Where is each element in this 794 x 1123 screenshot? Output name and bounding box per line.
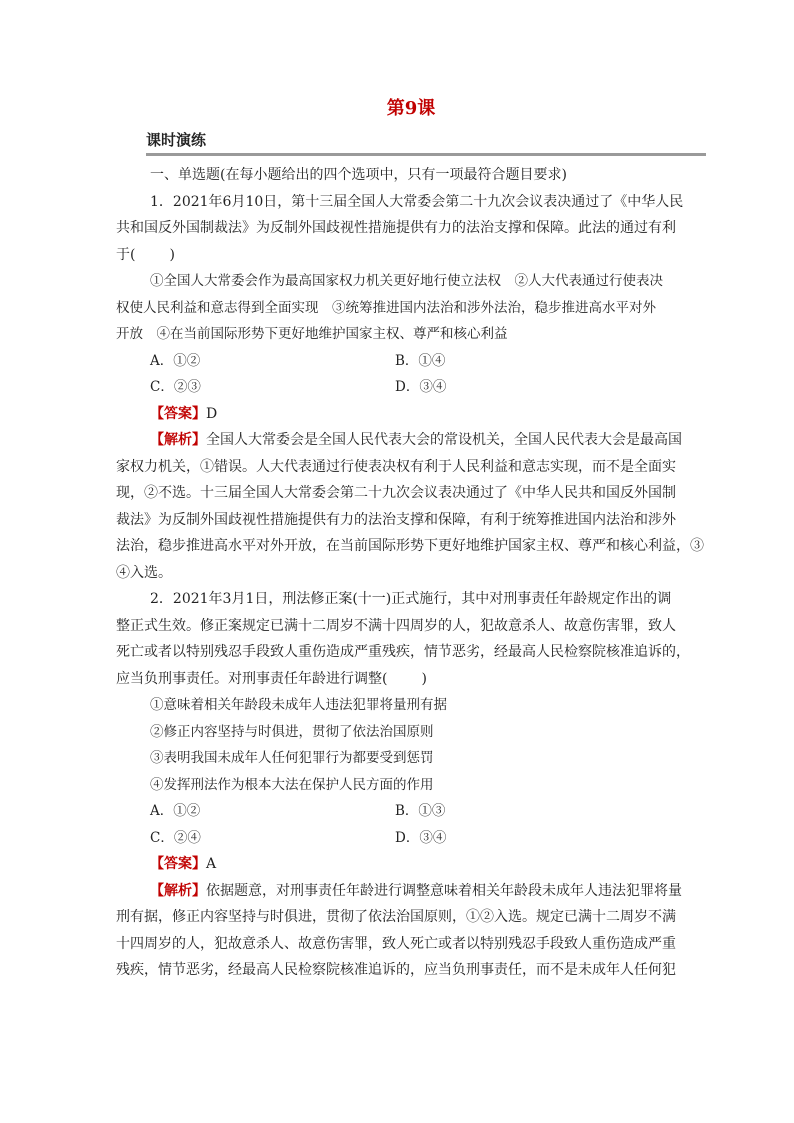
- stem-text: ): [421, 670, 427, 687]
- choice-d[interactable]: D．③④: [395, 379, 447, 395]
- stem-text: ): [169, 246, 175, 263]
- question-stem-line: [116, 242, 706, 269]
- statement-line: 开放 ④在当前国际形势下更好地维护国家主权、尊严和核心利益: [116, 326, 508, 342]
- stem-text: 应当负刑事责任。对刑事责任年龄进行调整(: [116, 670, 388, 687]
- question-stem-line: 2．2021年3月1日，刑法修正案(十一)正式施行，其中对刑事责任年龄规定作出的调: [150, 591, 672, 607]
- choice-b[interactable]: B．①③: [395, 803, 446, 819]
- answer-label: 【答案】: [150, 405, 206, 422]
- choice-a[interactable]: A．①②: [150, 803, 201, 819]
- question-stem-line: [116, 666, 706, 693]
- analysis-line: 刑有据，修正内容坚持与时俱进，贯彻了依法治国原则，①②入选。规定已满十二周岁不满: [116, 909, 676, 925]
- statement-line: 权使人民利益和意志得到全面实现 ③统筹推进国内法治和涉外法治，稳步推进高水平对外: [116, 299, 656, 316]
- question-1: [116, 189, 706, 587]
- choice-row: [116, 374, 706, 401]
- question-stem-line: 1．2021年6月10日，第十三届全国人大常委会第二十九次会议表决通过了《中华人民: [150, 193, 684, 210]
- analysis-line: ④入选。: [116, 564, 172, 581]
- choice-a[interactable]: A．①②: [150, 352, 201, 369]
- question-stem-line: 共和国反外国制裁法》为反制外国歧视性措施提供有力的法治支撑和保障。此法的通过有利: [116, 220, 676, 236]
- lesson-title: 第9课: [386, 98, 436, 119]
- section-heading: 课时演练: [146, 131, 207, 149]
- analysis-line: 家权力机关，①错误。人大代表通过行使表决权有利于人民利益和意志实现，而不是全面实: [116, 458, 676, 475]
- answer-value: A: [206, 856, 217, 872]
- statement-item: ②修正内容坚持与时俱进，贯彻了依法治国原则: [150, 723, 434, 740]
- analysis-line: 法治，稳步推进高水平对外开放，在当前国际形势下更好地维护国家主权、尊严和核心利益，③: [116, 538, 704, 554]
- statement-item: ③表明我国未成年人任何犯罪行为都要受到惩罚: [150, 750, 434, 766]
- analysis-label: 【解析】: [150, 882, 206, 899]
- statement-item: ④发挥刑法作为根本大法在保护人民方面的作用: [150, 776, 434, 793]
- part-title: 一、单选题(在每小题给出的四个选项中，只有一项最符合题目要求): [150, 167, 567, 183]
- analysis-text: 依据题意，对刑事责任年龄进行调整意味着相关年龄段未成年人违法犯罪将量: [206, 882, 682, 899]
- question-2: [116, 586, 706, 984]
- choice-b[interactable]: B．①④: [395, 352, 446, 369]
- choice-c[interactable]: C．②③: [150, 379, 201, 395]
- analysis-line: 十四周岁的人，犯故意杀人、故意伤害罪，致人死亡或者以特别残忍手段致人重伤造成严重: [116, 935, 676, 952]
- stem-text: 于(: [116, 246, 136, 263]
- answer-label: 【答案】: [150, 856, 206, 872]
- choice-c[interactable]: C．②④: [150, 829, 201, 846]
- analysis-line: 现，②不选。十三届全国人大常委会第二十九次会议表决通过了《中华人民共和国反外国制: [116, 485, 676, 501]
- analysis-line: [116, 878, 706, 905]
- analysis-label: 【解析】: [150, 432, 206, 448]
- question-stem-line: 整正式生效。修正案规定已满十二周岁不满十四周岁的人，犯故意杀人、故意伤害罪，致人: [116, 617, 676, 634]
- statement-item: ①意味着相关年龄段未成年人违法犯罪将量刑有据: [150, 697, 447, 713]
- answer-value: D: [206, 405, 218, 422]
- choice-row: [116, 348, 706, 375]
- analysis-line: 残疾，情节恶劣，经最高人民检察院核准追诉的，应当负刑事责任，而不是未成年人任何犯: [116, 962, 676, 978]
- analysis-text: 全国人大常委会是全国人民代表大会的常设机关，全国人民代表大会是最高国: [206, 432, 682, 448]
- choice-row: [116, 825, 706, 852]
- question-stem-line: 死亡或者以特别残忍手段致人重伤造成严重残疾，情节恶劣，经最高人民检察院核准追诉的，: [116, 644, 690, 660]
- answer-line: [116, 851, 706, 878]
- analysis-line: 裁法》为反制外国歧视性措施提供有力的法治支撑和保障，有利于统筹推进国内法治和涉外: [116, 511, 676, 528]
- statement-line: ①全国人大常委会作为最高国家权力机关更好地行使立法权 ②人大代表通过行使表决: [150, 273, 663, 289]
- choice-row: [116, 798, 706, 825]
- document-page: [116, 96, 706, 984]
- analysis-line: [116, 427, 706, 454]
- answer-line: [116, 401, 706, 428]
- choice-d[interactable]: D．③④: [395, 829, 447, 846]
